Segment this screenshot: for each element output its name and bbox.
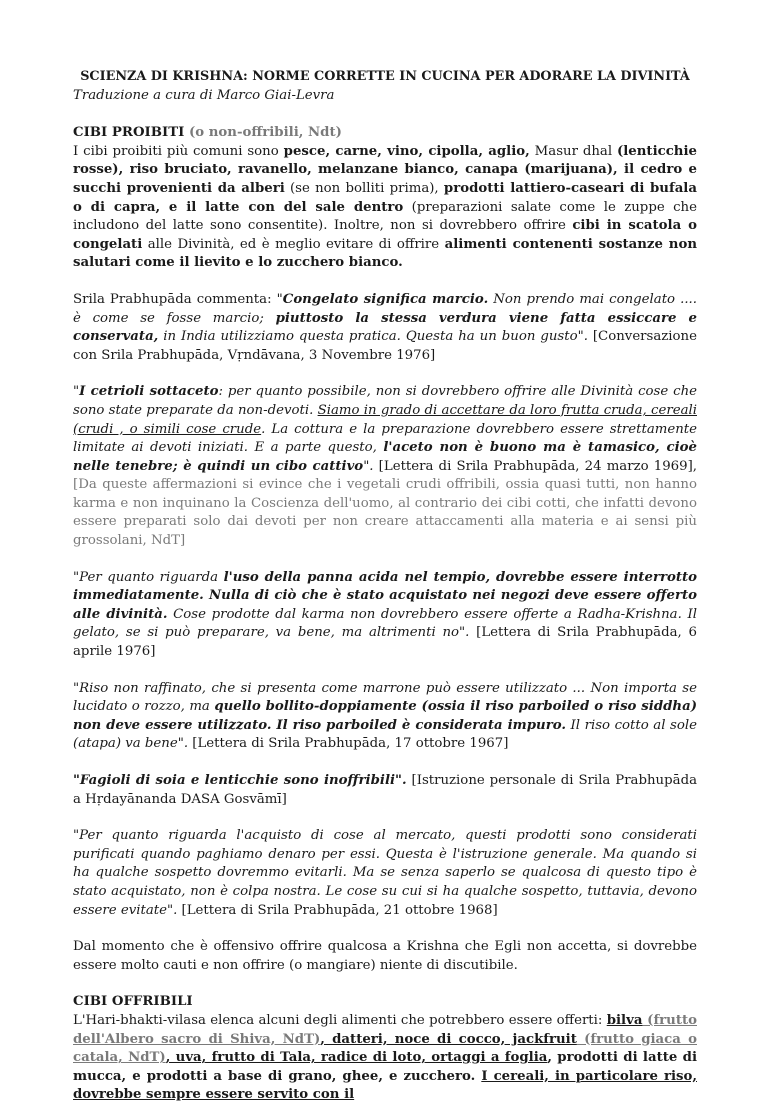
- translator-note: [Da queste affermazioni si evince che i vegetali crudi offribili, ossia quasi tutti, non hanno karma e non inquinano la Coscienza dell'uomo, al contrario dei cibi cotti, che infatti devono essere preparati solo dai devoti per non creare attaccamenti alla materia e ai sensi più grossolani, NdT]: [73, 477, 697, 549]
- text-span: (preparazioni salate come le zuppe che includono del latte sono consentite). Inoltre, non si dovrebbero offrire: [73, 199, 697, 234]
- citation: [Lettera di Srila Prabhupāda, 6 aprile 1976]: [73, 625, 697, 660]
- document-subtitle: Traduzione a cura di Marco Giai-Levra: [73, 87, 335, 103]
- paragraph-market-quote: [73, 827, 697, 920]
- citation: [Istruzione personale di Srila Prabhupāda a Hṛdayānanda DASA Gosvāmī]: [73, 773, 698, 807]
- text-span: Srila Prabhupāda commenta:: [73, 291, 277, 307]
- bold-italic-span: quello bollito-doppiamente (ossia il riso parboiled o riso siddha) non deve essere utilizzato. Il riso parboiled è considerata impuro.: [73, 699, 697, 733]
- bold-span: cibi in scatola o congelati: [73, 218, 697, 252]
- paragraph-sour-cream-quote: [73, 569, 697, 662]
- citation: [Lettera di Srila Prabhupāda, 17 ottobre 1967]: [188, 736, 509, 752]
- bold-span: pesce, carne, vino, cipolla, aglio,: [283, 143, 530, 159]
- text-span: Masur dhal: [529, 143, 617, 159]
- text-span: (se non bolliti prima),: [284, 180, 444, 196]
- heading-note: (o non-offribili, Ndt): [184, 125, 342, 141]
- bold-span: alimenti contenenti sostanze non salutari come il lievito e lo zucchero bianco.: [73, 236, 698, 271]
- italic-span: in India utilizziamo questa pratica. Questa ha un buon gusto".: [158, 329, 588, 345]
- paragraph-rice-quote: [73, 680, 697, 754]
- italic-span: "Per quanto riguarda l'acquisto di cose al mercato, questi prodotti sono considerati purificati quando paghiamo denaro per essi. Questa è l'istruzione generale. Ma quando si ha qualche sospetto dovremmo evitarli. Ma se senza saperlo se qualcosa di questo tipo è stato acquistato, non è colpa nostra. Le cose su cui si ha qualche sospetto, tuttavia, devono essere evitate".: [73, 828, 697, 918]
- bold-italic-span: l'aceto non è buono ma è tamasico, cioè nelle tenebre; è quindi un cibo cattivo: [73, 440, 697, 474]
- text-span: alle Divinità, ed è meglio evitare di offrire: [142, 236, 445, 252]
- italic-span: Cose prodotte dal karma non dovrebbero essere offerte a Radha-Krishna. Il gelato, se si può preparare, va bene, ma altrimenti no".: [73, 606, 697, 641]
- text-span: L'Hari-bhakti-vilasa elenca alcuni degli alimenti che potrebbero essere offerti:: [73, 1012, 607, 1028]
- bold-underlined-span: , datteri, noce di cocco, jackfruit: [320, 1031, 577, 1047]
- bold-underlined-span: bilva: [606, 1012, 643, 1028]
- bold-italic-span: l'uso della panna acida nel tempio, dovrebbe essere interrotto immediatamente. Nulla di ciò che è stato acquistato nei negozi deve essere offerto alle divinità.: [73, 569, 697, 622]
- bold-span: , prodotti di latte di mucca, e prodotti a base di grano, ghee, e zucchero.: [73, 1050, 697, 1084]
- bold-italic-span: piuttosto la stessa verdura viene fatta essiccare e conservata,: [73, 310, 697, 345]
- bold-span: prodotti lattiero-caseari di bufala o di capra, e il latte con del sale dentro: [73, 180, 697, 215]
- document-title: SCIENZA DI KRISHNA: NORME CORRETTE IN CUCINA PER ADORARE LA DIVINITÀ: [80, 69, 690, 84]
- bold-italic-span: "Fagioli di soia e lenticchie sono inoffribili".: [73, 773, 407, 788]
- bold-underlined-span: , uva, frutto di Tala, radice di loto, ortaggi a foglia: [165, 1050, 548, 1066]
- bold-span: (lenticchie rosse), riso bruciato, ravanello, melanzane bianco, canapa (marijuana), il cedro e succhi provenienti da alberi: [73, 143, 697, 196]
- italic-span: Il riso cotto al sole (atapa) va bene".: [73, 717, 697, 752]
- translator-note-underlined: (frutto giaca o catala, NdT): [73, 1031, 697, 1066]
- text-span: Dal momento che è offensivo offrire qualcosa a Krishna che Egli non accetta, si dovrebbe essere molto cauti e non offrire (o mangiare) niente di discutibile.: [73, 939, 697, 973]
- section-heading-forbidden: CIBI PROIBITI: [73, 125, 185, 141]
- italic-span: "Riso non raffinato, che si presenta come marrone può essere utilizzato ... Non importa se lucidato o rozzo, ma: [73, 680, 697, 715]
- paragraph-offerable-foods: [73, 993, 697, 1105]
- italic-span: : per quanto possibile, non si dovrebbero offrire alle Divinità cose che sono state preparate da non-devoti.: [73, 384, 697, 418]
- paragraph-frozen-quote: [73, 291, 697, 365]
- quote-mark: ": [276, 291, 283, 307]
- paragraph-pickles-quote: [73, 383, 697, 550]
- italic-span: . La cottura e la preparazione dovrebbero essere strettamente limitate ai devoti iniziati. E a parte questo,: [73, 421, 697, 456]
- italic-span: Non prendo mai congelato .... è come se fosse marcio;: [73, 291, 698, 326]
- bold-underlined-span: I cereali, in particolare riso, dovrebbe sempre essere servito con il: [73, 1068, 697, 1103]
- italic-span: "Per quanto riguarda: [73, 569, 224, 585]
- paragraph-forbidden-foods: [73, 124, 697, 273]
- quote-mark: ": [73, 384, 80, 400]
- bold-italic-span: I cetrioli sottaceto: [79, 384, 219, 400]
- paragraph-offensive-note: [73, 938, 697, 975]
- citation: [Lettera di Srila Prabhupāda, 24 marzo 1969],: [373, 458, 698, 474]
- underlined-italic-span: Siamo in grado di accettare da loro frutta cruda, cereali (crudi , o simili cose crude: [73, 402, 697, 437]
- translator-note-underlined: (frutto dell'Albero sacro di Shiva, NdT): [73, 1012, 697, 1047]
- section-heading-offerable: CIBI OFFRIBILI: [73, 994, 193, 1010]
- paragraph-soy-quote: [73, 772, 697, 809]
- citation: [Conversazione con Srila Prabhupāda, Vṛndāvana, 3 Novembre 1976]: [73, 329, 697, 363]
- bold-italic-span: Congelato significa marcio.: [282, 291, 489, 307]
- citation: [Lettera di Srila Prabhupāda, 21 ottobre 1968]: [177, 902, 498, 918]
- italic-span: ".: [363, 458, 374, 474]
- document-page: [73, 68, 697, 1105]
- text-span: I cibi proibiti più comuni sono: [73, 143, 284, 159]
